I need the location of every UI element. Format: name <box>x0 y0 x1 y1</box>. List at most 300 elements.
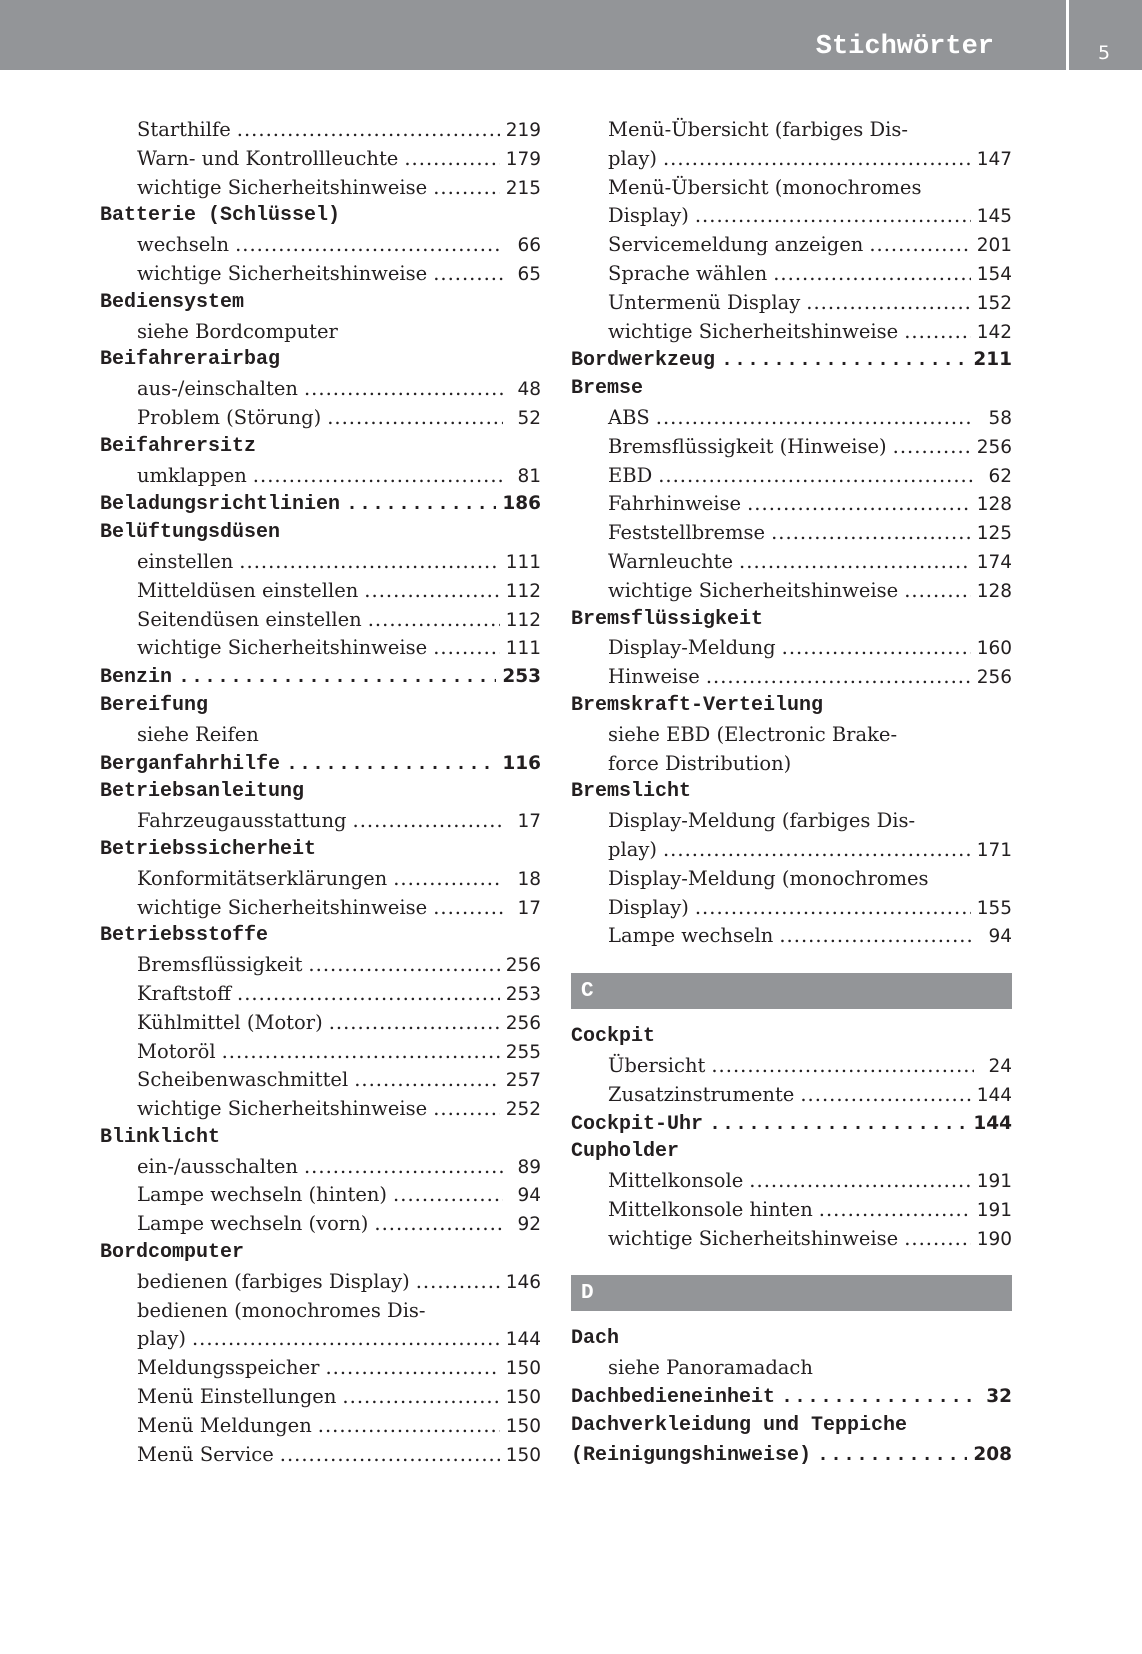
page-reference: 147 <box>976 148 1012 170</box>
entry-text: (Reinigungshinweise) <box>571 1443 812 1467</box>
page-reference: 253 <box>502 666 541 688</box>
entry-text: Beifahrerairbag <box>100 348 281 372</box>
page-reference: 191 <box>976 1171 1012 1193</box>
page-reference: 24 <box>988 1055 1012 1077</box>
entry-text: wichtige Sicherheitshinweise <box>608 1226 899 1250</box>
page-reference: 255 <box>505 1041 541 1063</box>
page-reference: 152 <box>976 292 1012 314</box>
index-entry <box>571 1110 1012 1139</box>
index-subentry <box>100 980 541 1009</box>
index-entry <box>571 1412 1012 1441</box>
dot-leader <box>781 1384 974 1413</box>
dot-leader <box>433 894 503 923</box>
index-column-left <box>100 116 541 1469</box>
dot-leader <box>819 1196 971 1225</box>
index-subentry <box>571 318 1012 347</box>
index-subentry <box>571 836 1012 865</box>
index-subentry <box>100 951 541 980</box>
entry-text: aus-/einschalten <box>137 377 298 401</box>
index-entry <box>100 750 541 779</box>
index-subentry <box>100 231 541 260</box>
dot-leader <box>237 980 500 1009</box>
index-entry <box>100 836 541 865</box>
index-subentry <box>100 721 541 750</box>
entry-text: Bremskraft-Verteilung <box>571 693 824 717</box>
dot-leader <box>721 347 967 376</box>
dot-leader <box>695 894 971 923</box>
dot-leader <box>192 1325 500 1354</box>
index-subentry <box>100 462 541 491</box>
page-reference: 190 <box>976 1228 1012 1250</box>
entry-text: ein-/ausschalten <box>137 1154 298 1178</box>
index-subentry <box>100 1066 541 1095</box>
index-entry <box>571 346 1012 375</box>
index-entry <box>100 1124 541 1153</box>
index-subentry <box>100 1325 541 1354</box>
index-subentry <box>571 202 1012 231</box>
entry-text: siehe Panoramadach <box>608 1356 813 1380</box>
index-subentry <box>100 145 541 174</box>
index-subentry <box>100 260 541 289</box>
index-subentry <box>571 1081 1012 1110</box>
dot-leader <box>739 548 971 577</box>
entry-text: bedienen (monochromes Dis- <box>137 1298 426 1322</box>
index-subentry <box>100 577 541 606</box>
page-reference: 62 <box>988 465 1012 487</box>
entry-text: Betriebssicherheit <box>100 837 317 861</box>
page-reference: 111 <box>505 638 541 660</box>
index-subentry <box>571 1052 1012 1081</box>
dot-leader <box>304 375 503 404</box>
entry-text: Hinweise <box>608 665 700 689</box>
page-reference: 256 <box>976 667 1012 689</box>
page-reference: 17 <box>517 897 541 919</box>
entry-text: Cockpit <box>571 1025 656 1049</box>
entry-text: Bremsflüssigkeit <box>137 953 303 977</box>
page-reference: 17 <box>517 811 541 833</box>
index-subentry <box>571 1225 1012 1254</box>
index-subentry <box>100 548 541 577</box>
entry-text: Display) <box>608 204 689 228</box>
index-entry <box>100 202 541 231</box>
header-bar <box>0 0 1142 70</box>
dot-leader <box>304 1153 503 1182</box>
entry-text: Betriebsstoffe <box>100 924 269 948</box>
index-column-right <box>571 116 1012 1469</box>
index-subentry <box>571 116 1012 145</box>
entry-text: Batterie (Schlüssel) <box>100 204 341 228</box>
dot-leader <box>308 951 499 980</box>
dot-leader <box>433 174 500 203</box>
dot-leader <box>658 462 974 491</box>
dot-leader <box>364 577 499 606</box>
index-subentry <box>100 1297 541 1326</box>
page-reference: 18 <box>517 868 541 890</box>
dot-leader <box>253 462 503 491</box>
page-reference: 89 <box>517 1156 541 1178</box>
page-reference: 256 <box>505 955 541 977</box>
page-reference: 66 <box>517 235 541 257</box>
dot-leader <box>869 231 970 260</box>
index-entry <box>571 1023 1012 1052</box>
entry-text: Zusatzinstrumente <box>608 1082 795 1106</box>
page-reference: 150 <box>505 1415 541 1437</box>
entry-text: Mittelkonsole <box>608 1169 744 1193</box>
index-subentry <box>571 462 1012 491</box>
letter-section-header: D <box>571 1275 1012 1311</box>
index-subentry <box>571 519 1012 548</box>
dot-leader <box>433 634 500 663</box>
dot-leader <box>353 807 503 836</box>
dot-leader <box>178 664 496 693</box>
page-reference: 144 <box>973 1112 1012 1134</box>
entry-text: siehe Bordcomputer <box>137 319 338 343</box>
entry-text: EBD <box>608 463 653 487</box>
entry-text: Starthilfe <box>137 118 231 141</box>
index-subentry <box>100 865 541 894</box>
page-reference: 150 <box>505 1358 541 1380</box>
dot-leader <box>433 1095 500 1124</box>
index-entry <box>100 433 541 462</box>
entry-text: Beladungsrichtlinien <box>100 493 341 517</box>
entry-text: Beifahrersitz <box>100 434 257 458</box>
index-subentry <box>100 634 541 663</box>
dot-leader <box>771 519 971 548</box>
dot-leader <box>235 231 503 260</box>
index-subentry <box>571 433 1012 462</box>
index-entry <box>100 519 541 548</box>
entry-text: Dach <box>571 1327 620 1351</box>
dot-leader <box>904 1225 971 1254</box>
page-reference: 145 <box>976 206 1012 228</box>
entry-text: ABS <box>608 405 650 429</box>
page-reference: 219 <box>505 120 541 141</box>
entry-text: Seitendüsen einstellen <box>137 607 362 631</box>
index-entry <box>100 346 541 375</box>
section-title: Stichwörter <box>815 32 994 62</box>
page-reference: 128 <box>976 580 1012 602</box>
entry-text: Cockpit-Uhr <box>571 1112 704 1136</box>
entry-text: Display-Meldung (monochromes <box>608 866 929 890</box>
entry-text: Meldungsspeicher <box>137 1356 320 1380</box>
entry-text: play) <box>608 837 657 861</box>
dot-leader <box>773 260 970 289</box>
dot-leader <box>893 433 971 462</box>
entry-text: Menü Meldungen <box>137 1413 312 1437</box>
dot-leader <box>747 490 971 519</box>
dot-leader <box>709 1111 967 1140</box>
index-subentry <box>571 1354 1012 1383</box>
entry-text: Bremse <box>571 377 644 401</box>
index-subentry <box>100 1038 541 1067</box>
entry-text: wichtige Sicherheitshinweise <box>137 175 428 199</box>
entry-text: Display-Meldung <box>608 636 776 660</box>
page-reference: 179 <box>505 148 541 170</box>
index-subentry <box>571 174 1012 203</box>
index-entry <box>100 922 541 951</box>
index-subentry <box>100 1354 541 1383</box>
entry-text: Lampe wechseln <box>608 924 774 948</box>
index-subentry <box>100 807 541 836</box>
page-reference: 81 <box>517 465 541 487</box>
entry-text: Menü Einstellungen <box>137 1385 337 1409</box>
index-subentry <box>100 1441 541 1470</box>
index-subentry <box>100 174 541 203</box>
page-reference: 150 <box>505 1444 541 1466</box>
entry-text: Belüftungsdüsen <box>100 521 281 545</box>
page-reference: 128 <box>976 494 1012 516</box>
dot-leader <box>329 1009 500 1038</box>
index-entry <box>100 778 541 807</box>
entry-text: play) <box>137 1327 186 1351</box>
dot-leader <box>782 634 971 663</box>
page-reference: 174 <box>976 551 1012 573</box>
dot-leader <box>663 145 971 174</box>
page-reference: 52 <box>517 407 541 429</box>
entry-text: Kühlmittel (Motor) <box>137 1010 323 1034</box>
entry-text: wichtige Sicherheitshinweise <box>608 578 899 602</box>
index-subentry <box>100 1095 541 1124</box>
dot-leader <box>806 289 970 318</box>
dot-leader <box>318 1412 500 1441</box>
entry-text: Fahrhinweise <box>608 492 742 516</box>
index-subentry <box>100 116 541 145</box>
entry-text: siehe Reifen <box>137 722 259 746</box>
index-subentry <box>100 1268 541 1297</box>
dot-leader <box>711 1052 974 1081</box>
entry-text: Bremsflüssigkeit <box>571 607 764 631</box>
page-reference: 257 <box>505 1070 541 1092</box>
entry-text: Menü Service <box>137 1442 274 1466</box>
index-subentry <box>571 231 1012 260</box>
index-entry <box>100 1239 541 1268</box>
index-entry <box>571 1325 1012 1354</box>
page-reference: 144 <box>505 1329 541 1351</box>
page-reference: 256 <box>976 436 1012 458</box>
entry-text: einstellen <box>137 549 234 573</box>
dot-leader <box>695 202 971 231</box>
dot-leader <box>393 865 503 894</box>
entry-text: Scheibenwaschmittel <box>137 1068 349 1092</box>
index-subentry <box>571 663 1012 692</box>
index-entry <box>571 1138 1012 1167</box>
index-subentry <box>571 807 1012 836</box>
dot-leader <box>354 1066 500 1095</box>
entry-text: wichtige Sicherheitshinweise <box>137 261 428 285</box>
index-subentry <box>571 145 1012 174</box>
page-reference: 211 <box>973 349 1012 371</box>
page-reference: 142 <box>976 321 1012 343</box>
dot-leader <box>374 1210 503 1239</box>
entry-text: umklappen <box>137 463 247 487</box>
index-entry <box>571 778 1012 807</box>
dot-leader <box>800 1081 970 1110</box>
entry-text: Bordwerkzeug <box>571 349 716 373</box>
page-reference: 253 <box>505 983 541 1005</box>
entry-text: bedienen (farbiges Display) <box>137 1269 410 1293</box>
dot-leader <box>779 922 974 951</box>
index-subentry <box>571 894 1012 923</box>
page-reference: 252 <box>505 1099 541 1121</box>
entry-text: Fahrzeugausstattung <box>137 809 347 833</box>
index-subentry <box>571 404 1012 433</box>
index-subentry <box>571 865 1012 894</box>
entry-text: Bremslicht <box>571 780 692 804</box>
index-subentry <box>571 260 1012 289</box>
entry-text: Problem (Störung) <box>137 405 322 429</box>
index-entry <box>571 606 1012 635</box>
entry-text: Mitteldüsen einstellen <box>137 578 359 602</box>
entry-text: Menü-Übersicht (farbiges Dis- <box>608 118 908 141</box>
page-number: 5 <box>1098 42 1111 64</box>
entry-text: Display-Meldung (farbiges Dis- <box>608 809 916 833</box>
index-subentry <box>571 922 1012 951</box>
index-entry <box>571 1383 1012 1412</box>
entry-text: Motoröl <box>137 1039 216 1063</box>
index-entry <box>100 663 541 692</box>
page-reference: 111 <box>505 551 541 573</box>
entry-text: Betriebsanleitung <box>100 780 305 804</box>
dot-leader <box>404 145 499 174</box>
dot-leader <box>342 1383 499 1412</box>
entry-text: Übersicht <box>608 1053 706 1077</box>
entry-text: Servicemeldung anzeigen <box>608 233 864 257</box>
index-entry <box>100 692 541 721</box>
entry-text: wichtige Sicherheitshinweise <box>137 1097 428 1121</box>
entry-text: Konformitätserklärungen <box>137 866 388 890</box>
page-reference: 171 <box>976 839 1012 861</box>
entry-text: Bereifung <box>100 693 209 717</box>
index-subentry <box>100 1181 541 1210</box>
index-subentry <box>100 1210 541 1239</box>
dot-leader <box>663 836 971 865</box>
index-subentry <box>100 318 541 347</box>
dot-leader <box>433 260 503 289</box>
index-entry <box>571 692 1012 721</box>
entry-text: Lampe wechseln (vorn) <box>137 1212 369 1236</box>
index-subentry <box>571 1196 1012 1225</box>
dot-leader <box>286 751 496 780</box>
page-reference: 208 <box>973 1443 1012 1465</box>
page-reference: 256 <box>505 1012 541 1034</box>
letter-section-header: C <box>571 973 1012 1009</box>
page-reference: 150 <box>505 1387 541 1409</box>
index-subentry <box>571 750 1012 779</box>
index-subentry <box>100 404 541 433</box>
index-subentry <box>571 490 1012 519</box>
index-subentry <box>100 1383 541 1412</box>
dot-leader <box>368 606 500 635</box>
entry-text: Blinklicht <box>100 1125 221 1149</box>
page-reference: 92 <box>517 1214 541 1236</box>
page-reference: 155 <box>976 897 1012 919</box>
index-subentry <box>100 375 541 404</box>
entry-text: Sprache wählen <box>608 261 768 285</box>
entry-text: Display) <box>608 895 689 919</box>
entry-text: Mittelkonsole hinten <box>608 1197 813 1221</box>
page-reference: 32 <box>986 1386 1012 1408</box>
dot-leader <box>749 1167 970 1196</box>
index-subentry <box>100 894 541 923</box>
entry-text: Lampe wechseln (hinten) <box>137 1183 388 1207</box>
index-subentry <box>571 548 1012 577</box>
page-reference: 116 <box>502 752 541 774</box>
entry-text: force Distribution) <box>608 751 792 775</box>
dot-leader <box>904 577 971 606</box>
page-reference: 112 <box>505 580 541 602</box>
index-subentry <box>571 577 1012 606</box>
entry-text: Benzin <box>100 666 173 690</box>
entry-text: Dachbedieneinheit <box>571 1386 776 1410</box>
dot-leader <box>393 1181 503 1210</box>
page-reference: 186 <box>502 493 541 515</box>
entry-text: Warnleuchte <box>608 549 734 573</box>
index-entry <box>100 289 541 318</box>
dot-leader <box>817 1442 967 1471</box>
entry-text: Berganfahrhilfe <box>100 752 281 776</box>
entry-text: siehe EBD (Electronic Brake- <box>608 722 898 746</box>
index-subentry <box>100 606 541 635</box>
dot-leader <box>706 663 971 692</box>
page-reference: 125 <box>976 523 1012 545</box>
entry-text: wechseln <box>137 233 230 257</box>
page-reference: 58 <box>988 407 1012 429</box>
index-entry <box>571 375 1012 404</box>
page-reference: 160 <box>976 638 1012 660</box>
entry-text: wichtige Sicherheitshinweise <box>137 895 428 919</box>
page-reference: 215 <box>505 177 541 199</box>
dot-leader <box>325 1354 499 1383</box>
dot-leader <box>280 1441 500 1470</box>
dot-leader <box>656 404 974 433</box>
page-reference: 154 <box>976 263 1012 285</box>
dot-leader <box>239 548 499 577</box>
entry-text: Bremsflüssigkeit (Hinweise) <box>608 434 887 458</box>
index-subentry <box>100 1412 541 1441</box>
index-entry <box>100 490 541 519</box>
entry-text: Untermenü Display <box>608 290 801 314</box>
index-entry <box>571 1441 1012 1470</box>
entry-text: Menü-Übersicht (monochromes <box>608 175 922 199</box>
entry-text: Warn- und Kontrollleuchte <box>137 146 399 170</box>
dot-leader <box>237 116 500 145</box>
page-reference: 48 <box>517 379 541 401</box>
index-subentry <box>571 1167 1012 1196</box>
entry-text: play) <box>608 146 657 170</box>
entry-text: Bediensystem <box>100 290 245 314</box>
index-subentry <box>571 289 1012 318</box>
entry-text: Feststellbremse <box>608 521 766 545</box>
page-reference: 146 <box>505 1271 541 1293</box>
page-reference: 112 <box>505 609 541 631</box>
index-subentry <box>100 1009 541 1038</box>
entry-text: Kraftstoff <box>137 981 232 1005</box>
page-reference: 94 <box>988 926 1012 948</box>
page-reference: 94 <box>517 1185 541 1207</box>
header-divider <box>1066 0 1069 70</box>
dot-leader <box>327 404 503 433</box>
page-reference: 65 <box>517 263 541 285</box>
page-reference: 144 <box>976 1084 1012 1106</box>
index-subentry <box>100 1153 541 1182</box>
entry-text: Cupholder <box>571 1140 680 1164</box>
dot-leader <box>222 1038 500 1067</box>
index-subentry <box>571 634 1012 663</box>
dot-leader <box>904 318 971 347</box>
entry-text: wichtige Sicherheitshinweise <box>137 636 428 660</box>
entry-text: Dachverkleidung und Teppiche <box>571 1413 908 1437</box>
page-reference: 191 <box>976 1199 1012 1221</box>
